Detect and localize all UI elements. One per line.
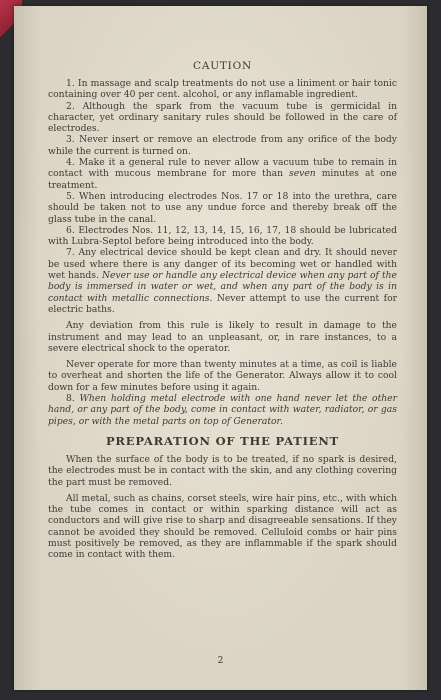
caution-item-1: 1. In massage and scalp treatments do not use a liniment or hair tonic containing over 40 per cent. alcohol, or any inflamable ingredient.	[48, 78, 397, 101]
caution-item-7-text: 7. Any electrical device should be kept clean and dry. It should never be used where there is any danger of its becoming wet or handled with wet hands.	[48, 247, 397, 282]
caution-item-8-emphasis: When holding metal electrode with one hand never let the other hand, or any part of the body, come in contact with water, radiator, or gas pipes, or with the metal parts on top of Generator.	[48, 393, 398, 427]
caution-item-5: 5. When introducing electrodes Nos. 17 or 18 into the urethra, care should be taken not to use any undue force and thereby break off the glass tube in the canal.	[48, 190, 397, 225]
caution-item-7-emphasis: Never use or handle any electrical device when any part of the body is immersed in water or wet, and when any part of the body is in contact with metallic connections.	[48, 270, 397, 304]
page-number: 2	[217, 656, 224, 666]
caution-item-4	[48, 157, 397, 191]
operate-paragraph: Never operate for more than twenty minutes at a time, as coil is liable to overheat and shorten the life of the Generator. Always allow it to cool down for a few minutes before using it again.	[48, 359, 397, 393]
preparation-paragraph-2: All metal, such as chains, corset steels, wire hair pins, etc., with which the tube comes in contact or within sparking distance will act as conductors and will give rise to sharp and disagreeable sensations. If they cannot be avoided they should be removed. Celluloid combs or hair pins must positively be removed, as they are inflammable if the spark should come in contact with them.	[48, 492, 397, 561]
caution-item-3: 3. Never insert or remove an electrode from any orifice of the body while the current is turned on.	[48, 134, 397, 157]
preparation-paragraph-1: When the surface of the body is to be treated, if no spark is desired, the electrodes must be in contact with the skin, and any clothing covering the part must be removed.	[48, 453, 397, 488]
preparation-title: PREPARATION OF THE PATIENT	[105, 433, 340, 448]
caution-item-6: 6. Electrodes Nos. 11, 12, 13, 14, 15, 16, 17, 18 should be lubricated with Lubra-Septol before being introduced into the body.	[48, 224, 397, 248]
caution-item-4-text: 4. Make it a general rule to never allow a vacuum tube to remain in contact with mucous membrane for more than	[48, 157, 397, 180]
caution-title: CAUTION	[192, 60, 252, 72]
deviation-paragraph: Any deviation from this rule is likely to result in damage to the instrument and may lead to an unpleasant, or, in rare instances, to a severe electrical shock to the operator.	[48, 320, 397, 354]
caution-item-8-number: 8.	[66, 393, 80, 405]
caution-item-7-end: Never attempt to use the current for electric baths.	[48, 292, 398, 315]
book-page	[14, 6, 427, 690]
caution-item-4-emphasis: seven	[289, 168, 316, 180]
caution-item-7	[48, 247, 397, 315]
caution-item-2: 2. Although the spark from the vacuum tube is germicidal in character, yet ordinary sanitary rules should be followed in the care of electrodes.	[48, 100, 397, 135]
caution-item-8	[48, 393, 397, 427]
caution-item-4-end: minutes at one treatment.	[48, 168, 397, 191]
